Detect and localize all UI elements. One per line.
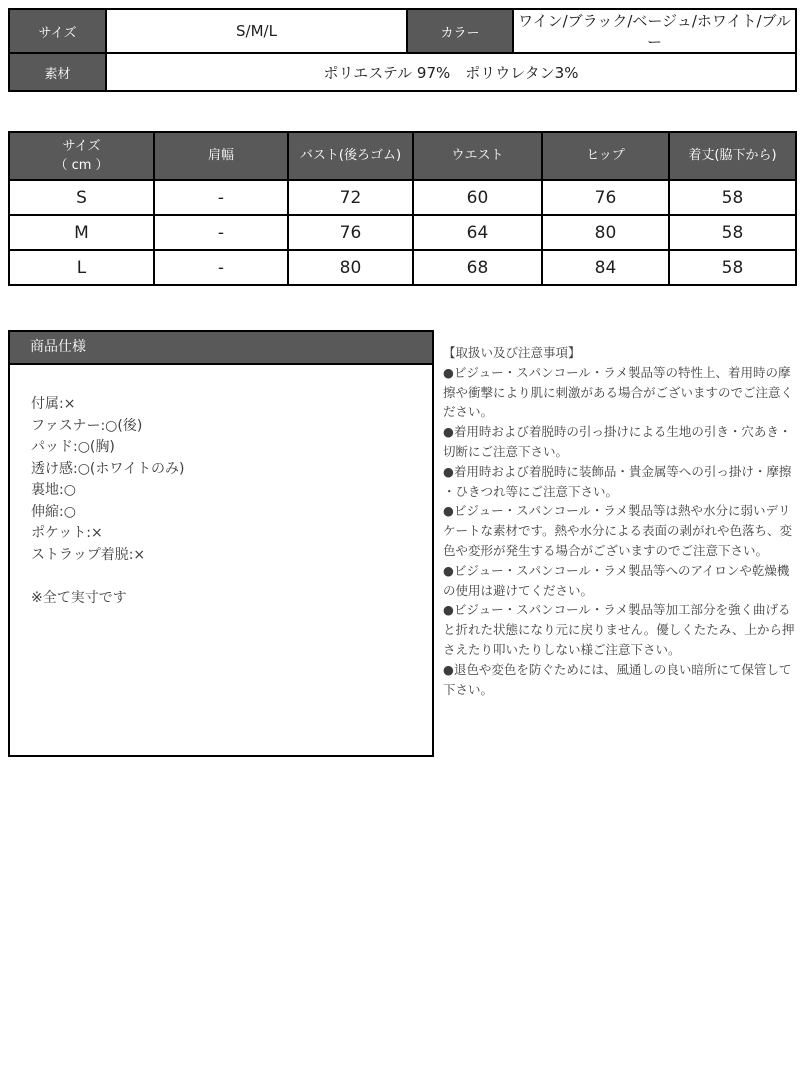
size-cell: S [9,180,154,215]
waist-cell: 68 [413,250,542,285]
spec-item-strap: ストラップ着脱:× [31,546,146,563]
size-chart-header-length: 着丈(脇下から) [669,132,796,180]
size-chart-header-bust: バスト(後ろゴム) [288,132,413,180]
product-spec-title: 商品仕様 [10,332,432,365]
care-notes-section [443,343,796,699]
size-label-cell: サイズ [9,9,106,53]
hip-cell: 84 [542,250,669,285]
care-note: ●ビジュー・スパンコール・ラメ製品等は熱や水分に弱いデリケートな素材です。熱や水分による表面の剥がれや色落ち、変色や変形が発生する場合がございますのでご注意下さい。 [443,503,793,558]
care-note: ●退色や変色を防ぐためには、風通しの良い暗所にて保管して下さい。 [443,661,792,697]
size-chart-header-size-line1: サイズ [62,138,101,154]
waist-cell: 60 [413,180,542,215]
spec-item-pad: パッド:○(胸) [31,439,115,455]
spec-item-sheerness: 透け感:○(ホワイトのみ) [31,460,185,477]
waist-cell: 64 [413,215,542,250]
size-chart-header-shoulder: 肩幅 [154,132,288,180]
bust-cell: 80 [288,250,413,285]
hip-cell: 80 [542,215,669,250]
size-chart-row-m [9,215,796,250]
size-chart-row-s [9,180,796,215]
summary-table-section [8,8,797,92]
size-cell: L [9,250,154,285]
spec-item-lining: 裏地:○ [31,482,76,498]
size-chart-header-row [9,132,796,180]
product-spec-box [8,330,434,757]
size-chart-section [8,131,797,286]
product-spec-list [10,365,432,610]
care-notes-title: 【取扱い及び注意事項】 [443,345,581,360]
material-label-cell: 素材 [9,53,106,91]
size-value-cell: S/M/L [106,9,407,53]
size-chart-row-l [9,250,796,285]
bust-cell: 72 [288,180,413,215]
care-note: ●ビジュー・スパンコール・ラメ製品等加工部分を強く曲げると折れた状態になり元に戻りません。優しくたたみ、上から押さえたり叩いたりしない様ご注意下さい。 [443,602,795,657]
spec-footnote: ※全て実寸です [31,590,127,606]
length-cell: 58 [669,250,796,285]
bust-cell: 76 [288,215,413,250]
shoulder-cell: - [154,250,288,285]
spec-item-fuzoku: 付属:× [31,396,76,412]
size-chart-table [8,131,797,286]
color-label-cell: カラー [407,9,513,53]
size-chart-header-size [9,132,154,180]
spec-item-stretch: 伸縮:○ [31,503,76,520]
shoulder-cell: - [154,180,288,215]
hip-cell: 76 [542,180,669,215]
size-chart-header-size-line2: （ cm ） [54,158,109,173]
spec-item-pocket: ポケット:× [31,525,103,541]
care-note: ●着用時および着脱時の引っ掛けによる生地の引き・穴あき・切断にご注意下さい。 [443,424,792,459]
size-chart-header-hip: ヒップ [542,132,669,180]
size-chart-header-waist: ウエスト [413,132,542,180]
summary-table [8,8,797,92]
length-cell: 58 [669,180,796,215]
care-note: ●着用時および着脱時に装飾品・貴金属等への引っ掛け・摩擦・ひきつれ等にご注意下さい。 [443,463,792,499]
shoulder-cell: - [154,215,288,250]
length-cell: 58 [669,215,796,250]
material-value-cell: ポリエステル 97% ポリウレタン3% [106,53,796,91]
care-note: ●ビジュー・スパンコール・ラメ製品等へのアイロンや乾燥機の使用は避けてください。 [443,562,790,598]
summary-row-material [9,53,796,91]
care-note: ●ビジュー・スパンコール・ラメ製品等の特性上、着用時の摩擦や衝撃により肌に刺激がある場合がございますのでご注意ください。 [443,364,794,420]
summary-row-size-color [9,9,796,53]
spec-item-fastener: ファスナー:○(後) [31,417,143,434]
size-cell: M [9,215,154,250]
color-value-cell: ワイン/ブラック/ベージュ/ホワイト/ブルー [513,9,796,53]
